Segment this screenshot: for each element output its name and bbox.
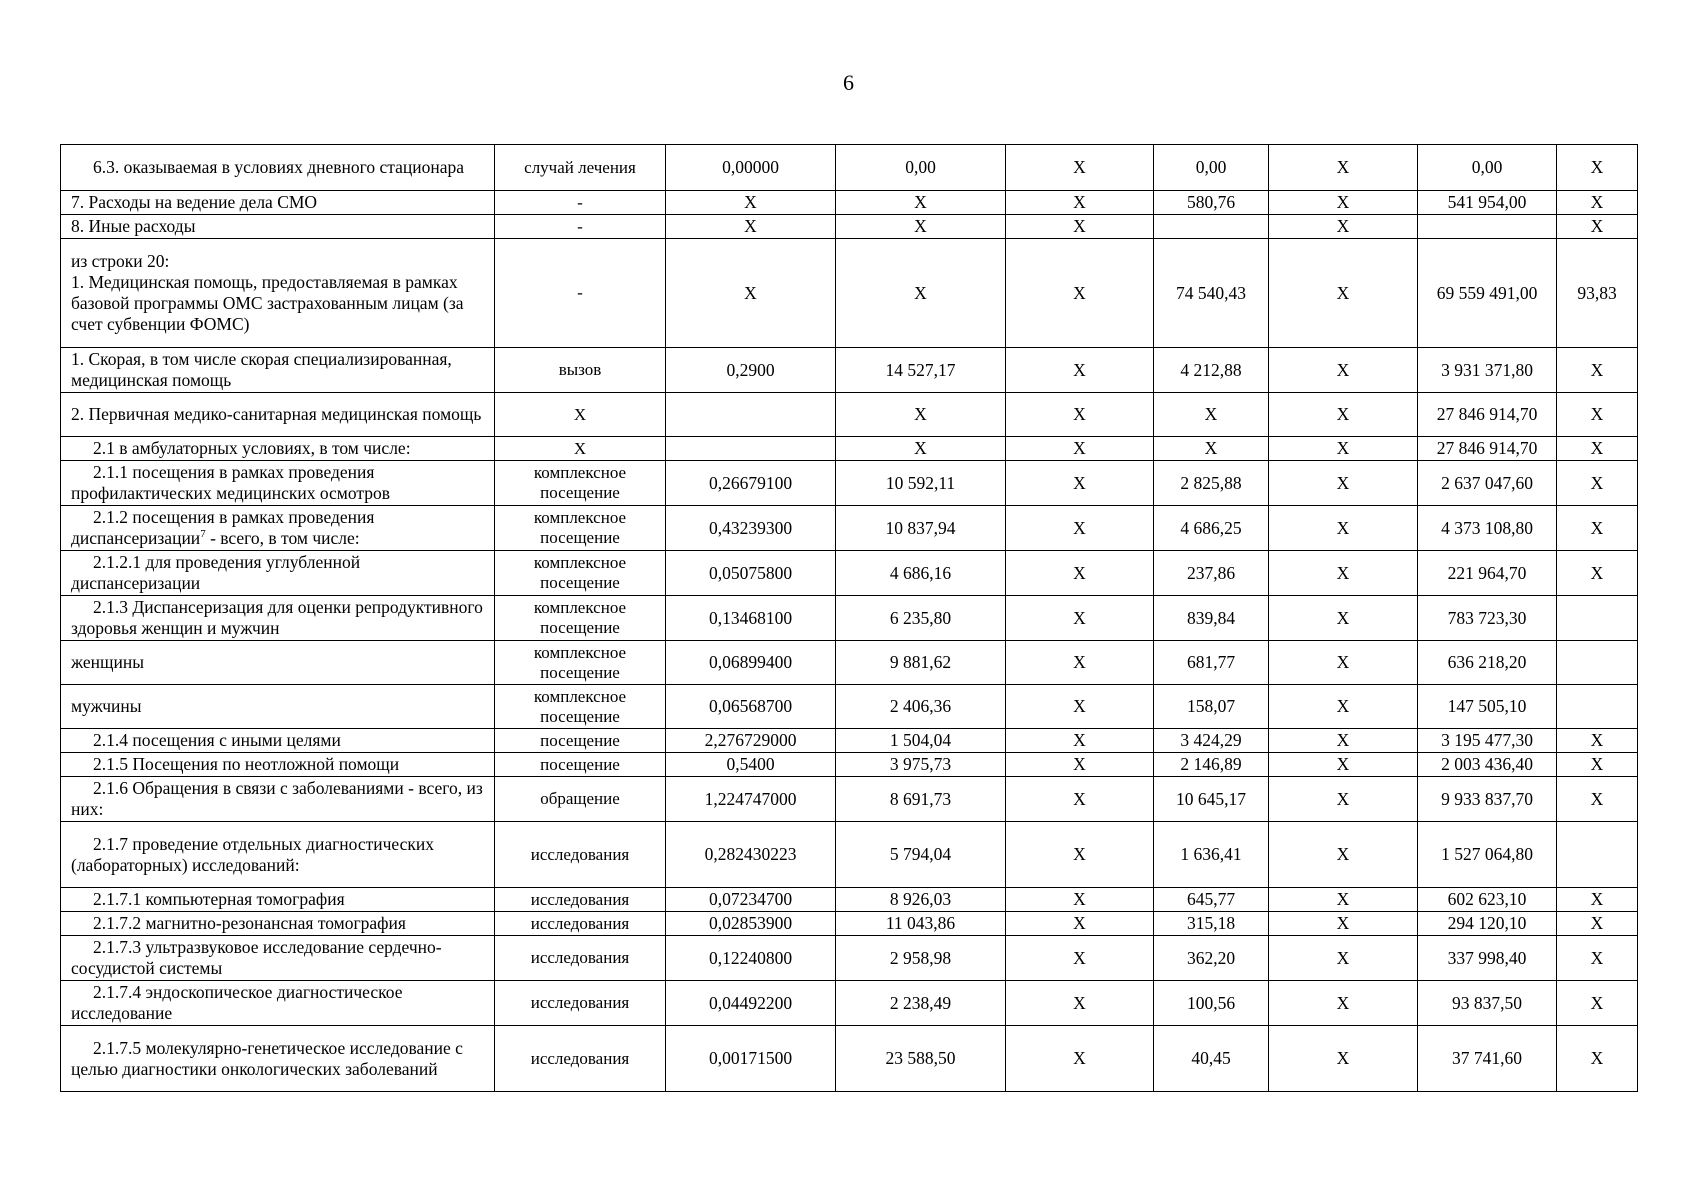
row-name-text: 2.1.7 проведение отдельных диагностических (лабораторных) исследований: (71, 833, 434, 875)
norm-cell: 0,06568700 (666, 685, 836, 729)
col5-cell: Х (1006, 729, 1154, 753)
table-row (61, 239, 1638, 348)
unit-cell: комплексное посещение (495, 641, 666, 685)
col7-cell: Х (1269, 239, 1418, 348)
unit-cell: комплексное посещение (495, 506, 666, 551)
share-cell: Х (1557, 912, 1638, 936)
col5-cell: Х (1006, 348, 1154, 393)
page-number: 6 (843, 70, 854, 95)
norm-cell: 0,06899400 (666, 641, 836, 685)
per-capita-cell: 0,00 (1154, 145, 1269, 191)
norm-cell: 0,00000 (666, 145, 836, 191)
table-row (61, 506, 1638, 551)
row-name-cell (61, 936, 495, 981)
table-row (61, 777, 1638, 822)
row-name-cell (61, 215, 495, 239)
total-cell: 337 998,40 (1418, 936, 1557, 981)
cost-cell: 3 975,73 (836, 753, 1006, 777)
row-name-cell (61, 506, 495, 551)
cost-cell: 11 043,86 (836, 912, 1006, 936)
col5-cell: Х (1006, 888, 1154, 912)
cost-cell: Х (836, 437, 1006, 461)
col7-cell: Х (1269, 393, 1418, 437)
row-name-text: 2.1.6 Обращения в связи с заболеваниями - всего, из них: (71, 778, 483, 819)
norm-cell: 0,05075800 (666, 551, 836, 596)
row-name-text: 2. Первичная медико-санитарная медицинская помощь (71, 404, 482, 424)
norm-cell: 0,00171500 (666, 1026, 836, 1092)
table-row (61, 215, 1638, 239)
cost-cell: 6 235,80 (836, 596, 1006, 641)
unit-cell: - (495, 239, 666, 348)
col5-cell: Х (1006, 461, 1154, 506)
norm-cell: 2,276729000 (666, 729, 836, 753)
per-capita-cell: 2 825,88 (1154, 461, 1269, 506)
per-capita-cell: 4 212,88 (1154, 348, 1269, 393)
per-capita-cell: 362,20 (1154, 936, 1269, 981)
total-cell: 3 195 477,30 (1418, 729, 1557, 753)
col7-cell: Х (1269, 936, 1418, 981)
table-row (61, 729, 1638, 753)
norm-cell: 1,224747000 (666, 777, 836, 822)
col5-cell: Х (1006, 191, 1154, 215)
total-cell: 27 846 914,70 (1418, 393, 1557, 437)
col5-cell: Х (1006, 912, 1154, 936)
table-row (61, 685, 1638, 729)
per-capita-cell: 580,76 (1154, 191, 1269, 215)
norm-cell: Х (666, 215, 836, 239)
total-cell: 93 837,50 (1418, 981, 1557, 1026)
col5-cell: Х (1006, 239, 1154, 348)
row-name-cell (61, 461, 495, 506)
cost-cell: 5 794,04 (836, 822, 1006, 888)
share-cell: Х (1557, 145, 1638, 191)
col5-cell: Х (1006, 777, 1154, 822)
row-name-cell (61, 1026, 495, 1092)
unit-cell: исследования (495, 1026, 666, 1092)
share-cell: Х (1557, 888, 1638, 912)
unit-cell: случай лечения (495, 145, 666, 191)
col5-cell: Х (1006, 822, 1154, 888)
table-row (61, 348, 1638, 393)
unit-cell: исследования (495, 981, 666, 1026)
per-capita-cell: 3 424,29 (1154, 729, 1269, 753)
share-cell: Х (1557, 437, 1638, 461)
row-name-cell (61, 753, 495, 777)
share-cell: Х (1557, 729, 1638, 753)
table-row (61, 393, 1638, 437)
total-cell: 1 527 064,80 (1418, 822, 1557, 888)
unit-cell: - (495, 215, 666, 239)
table-row (61, 461, 1638, 506)
row-name-text: мужчины (71, 696, 142, 716)
row-name-text: 2.1.2 посещения в рамках проведения диспансеризации (71, 507, 375, 548)
row-name-text: 2.1.3 Диспансеризация для оценки репродуктивного здоровья женщин и мужчин (71, 597, 483, 638)
row-name-text: 1. Скорая, в том числе скорая специализированная, медицинская помощь (71, 349, 452, 390)
unit-cell: комплексное посещение (495, 551, 666, 596)
table-row (61, 551, 1638, 596)
share-cell: Х (1557, 191, 1638, 215)
share-cell: Х (1557, 215, 1638, 239)
col7-cell: Х (1269, 1026, 1418, 1092)
cost-cell: 8 691,73 (836, 777, 1006, 822)
col7-cell: Х (1269, 912, 1418, 936)
norm-cell: 0,02853900 (666, 912, 836, 936)
row-name-text: 2.1.2.1 для проведения углубленной диспансеризации (71, 552, 361, 593)
norm-cell (666, 393, 836, 437)
total-cell: 2 003 436,40 (1418, 753, 1557, 777)
unit-cell: исследования (495, 912, 666, 936)
norm-cell (666, 437, 836, 461)
row-name-text: 2.1.7.2 магнитно-резонансная томография (93, 913, 406, 933)
table-row (61, 822, 1638, 888)
unit-cell: исследования (495, 936, 666, 981)
col7-cell: Х (1269, 777, 1418, 822)
share-cell (1557, 685, 1638, 729)
cost-cell: 0,00 (836, 145, 1006, 191)
unit-cell: исследования (495, 822, 666, 888)
row-name-cell (61, 685, 495, 729)
row-name-text: 2.1.5 Посещения по неотложной помощи (93, 754, 400, 774)
total-cell: 3 931 371,80 (1418, 348, 1557, 393)
row-name-cell (61, 393, 495, 437)
row-name-cell (61, 191, 495, 215)
unit-cell: комплексное посещение (495, 685, 666, 729)
cost-cell: 1 504,04 (836, 729, 1006, 753)
share-cell: Х (1557, 1026, 1638, 1092)
cost-cell: 8 926,03 (836, 888, 1006, 912)
unit-cell: посещение (495, 729, 666, 753)
per-capita-cell: 315,18 (1154, 912, 1269, 936)
cost-cell: 9 881,62 (836, 641, 1006, 685)
per-capita-cell: 237,86 (1154, 551, 1269, 596)
table-row (61, 191, 1638, 215)
cost-cell: 14 527,17 (836, 348, 1006, 393)
share-cell: Х (1557, 551, 1638, 596)
footnote-marker: 7 (200, 528, 206, 541)
total-cell: 147 505,10 (1418, 685, 1557, 729)
unit-cell: Х (495, 437, 666, 461)
per-capita-cell: 681,77 (1154, 641, 1269, 685)
per-capita-cell: 4 686,25 (1154, 506, 1269, 551)
col5-cell: Х (1006, 551, 1154, 596)
row-name-cell (61, 239, 495, 348)
col7-cell: Х (1269, 596, 1418, 641)
col7-cell: Х (1269, 348, 1418, 393)
per-capita-cell (1154, 215, 1269, 239)
share-cell: Х (1557, 936, 1638, 981)
row-name-text: 2.1.7.3 ультразвуковое исследование сердечно-сосудистой системы (71, 937, 442, 978)
table-row (61, 912, 1638, 936)
row-name-text: 8. Иные расходы (71, 216, 196, 236)
row-name-cell (61, 777, 495, 822)
col5-cell: Х (1006, 506, 1154, 551)
per-capita-cell: 158,07 (1154, 685, 1269, 729)
table-row (61, 981, 1638, 1026)
total-cell: 602 623,10 (1418, 888, 1557, 912)
cost-cell: Х (836, 393, 1006, 437)
table-row (61, 753, 1638, 777)
col7-cell: Х (1269, 437, 1418, 461)
share-cell: Х (1557, 506, 1638, 551)
total-cell: 221 964,70 (1418, 551, 1557, 596)
row-name-line: 1. Медицинская помощь, предоставляемая в рамках базовой программы ОМС застрахованным лицам (за счет субвенции ФОМС) (71, 272, 464, 334)
col7-cell: Х (1269, 215, 1418, 239)
per-capita-cell: 1 636,41 (1154, 822, 1269, 888)
norm-cell: Х (666, 191, 836, 215)
row-name-line: из строки 20: (71, 251, 170, 271)
col5-cell: Х (1006, 641, 1154, 685)
norm-cell: 0,12240800 (666, 936, 836, 981)
cost-cell: 2 406,36 (836, 685, 1006, 729)
col5-cell: Х (1006, 685, 1154, 729)
per-capita-cell: 100,56 (1154, 981, 1269, 1026)
total-cell: 37 741,60 (1418, 1026, 1557, 1092)
col7-cell: Х (1269, 753, 1418, 777)
row-name-text: 2.1.7.5 молекулярно-генетическое исследование с целью диагностики онкологических заболеваний (71, 1037, 463, 1079)
norm-cell: 0,04492200 (666, 981, 836, 1026)
unit-cell: исследования (495, 888, 666, 912)
total-cell (1418, 215, 1557, 239)
share-cell: Х (1557, 777, 1638, 822)
cost-cell: 10 837,94 (836, 506, 1006, 551)
row-name-cell (61, 348, 495, 393)
table-row (61, 641, 1638, 685)
cost-cell: 2 958,98 (836, 936, 1006, 981)
per-capita-cell: 2 146,89 (1154, 753, 1269, 777)
row-name-text: 2.1.7.1 компьютерная томография (93, 889, 345, 909)
cost-cell: Х (836, 215, 1006, 239)
col7-cell: Х (1269, 145, 1418, 191)
total-cell: 636 218,20 (1418, 641, 1557, 685)
cost-cell: Х (836, 239, 1006, 348)
financial-table (60, 144, 1638, 1092)
col7-cell: Х (1269, 729, 1418, 753)
col5-cell: Х (1006, 753, 1154, 777)
col7-cell: Х (1269, 888, 1418, 912)
total-cell: 4 373 108,80 (1418, 506, 1557, 551)
cost-cell: 2 238,49 (836, 981, 1006, 1026)
norm-cell: 0,13468100 (666, 596, 836, 641)
norm-cell: 0,5400 (666, 753, 836, 777)
col7-cell: Х (1269, 685, 1418, 729)
total-cell: 0,00 (1418, 145, 1557, 191)
col5-cell: Х (1006, 437, 1154, 461)
col7-cell: Х (1269, 641, 1418, 685)
col7-cell: Х (1269, 461, 1418, 506)
table-row (61, 936, 1638, 981)
norm-cell: 0,282430223 (666, 822, 836, 888)
unit-cell: - (495, 191, 666, 215)
col5-cell: Х (1006, 145, 1154, 191)
table-body (61, 145, 1638, 1092)
col7-cell: Х (1269, 191, 1418, 215)
total-cell: 541 954,00 (1418, 191, 1557, 215)
row-name-cell (61, 981, 495, 1026)
row-name-tail: - всего, в том числе: (205, 528, 360, 548)
unit-cell: комплексное посещение (495, 461, 666, 506)
table-row (61, 145, 1638, 191)
row-name-cell (61, 912, 495, 936)
total-cell: 69 559 491,00 (1418, 239, 1557, 348)
col5-cell: Х (1006, 393, 1154, 437)
row-name-cell (61, 437, 495, 461)
unit-cell: комплексное посещение (495, 596, 666, 641)
col5-cell: Х (1006, 981, 1154, 1026)
col7-cell: Х (1269, 506, 1418, 551)
total-cell: 2 637 047,60 (1418, 461, 1557, 506)
row-name-cell (61, 551, 495, 596)
row-name-text: 2.1.4 посещения с иными целями (93, 730, 341, 750)
unit-cell: Х (495, 393, 666, 437)
row-name-cell (61, 822, 495, 888)
row-name-cell (61, 145, 495, 191)
unit-cell: вызов (495, 348, 666, 393)
cost-cell: 10 592,11 (836, 461, 1006, 506)
norm-cell: 0,26679100 (666, 461, 836, 506)
row-name-cell (61, 888, 495, 912)
share-cell: 93,83 (1557, 239, 1638, 348)
col7-cell: Х (1269, 822, 1418, 888)
col7-cell: Х (1269, 551, 1418, 596)
row-name-cell (61, 641, 495, 685)
share-cell: Х (1557, 348, 1638, 393)
per-capita-cell: 74 540,43 (1154, 239, 1269, 348)
col7-cell: Х (1269, 981, 1418, 1026)
per-capita-cell: 10 645,17 (1154, 777, 1269, 822)
share-cell (1557, 641, 1638, 685)
share-cell (1557, 822, 1638, 888)
cost-cell: 23 588,50 (836, 1026, 1006, 1092)
row-name-text: 2.1 в амбулаторных условиях, в том числе: (93, 438, 411, 458)
row-name-text: 6.3. оказываемая в условиях дневного стационара (93, 157, 465, 177)
share-cell: Х (1557, 461, 1638, 506)
total-cell: 783 723,30 (1418, 596, 1557, 641)
row-name-text: 2.1.1 посещения в рамках проведения профилактических медицинских осмотров (71, 462, 391, 503)
row-name-cell (61, 729, 495, 753)
norm-cell: 0,07234700 (666, 888, 836, 912)
cost-cell: 4 686,16 (836, 551, 1006, 596)
norm-cell: Х (666, 239, 836, 348)
total-cell: 27 846 914,70 (1418, 437, 1557, 461)
norm-cell: 0,2900 (666, 348, 836, 393)
row-name-text: 2.1.7.4 эндоскопическое диагностическое исследование (71, 982, 403, 1023)
col5-cell: Х (1006, 936, 1154, 981)
per-capita-cell: 645,77 (1154, 888, 1269, 912)
unit-cell: посещение (495, 753, 666, 777)
table-row (61, 596, 1638, 641)
norm-cell: 0,43239300 (666, 506, 836, 551)
row-name-text: 7. Расходы на ведение дела СМО (71, 192, 318, 212)
row-name-text: женщины (71, 652, 144, 672)
row-name-cell (61, 596, 495, 641)
col5-cell: Х (1006, 596, 1154, 641)
per-capita-cell: Х (1154, 393, 1269, 437)
cost-cell: Х (836, 191, 1006, 215)
total-cell: 294 120,10 (1418, 912, 1557, 936)
per-capita-cell: 839,84 (1154, 596, 1269, 641)
unit-cell: обращение (495, 777, 666, 822)
share-cell: Х (1557, 393, 1638, 437)
table-row (61, 888, 1638, 912)
per-capita-cell: 40,45 (1154, 1026, 1269, 1092)
share-cell: Х (1557, 981, 1638, 1026)
table-row (61, 437, 1638, 461)
share-cell (1557, 596, 1638, 641)
col5-cell: Х (1006, 215, 1154, 239)
total-cell: 9 933 837,70 (1418, 777, 1557, 822)
table-row (61, 1026, 1638, 1092)
col5-cell: Х (1006, 1026, 1154, 1092)
per-capita-cell: Х (1154, 437, 1269, 461)
share-cell: Х (1557, 753, 1638, 777)
